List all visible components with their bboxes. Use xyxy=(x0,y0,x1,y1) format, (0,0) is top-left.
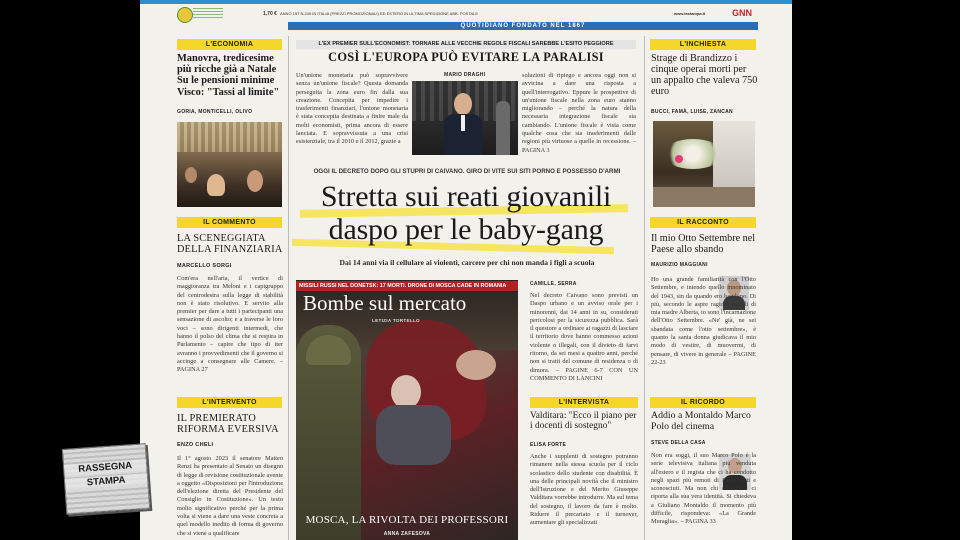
intervista-author: ELISA FORTE xyxy=(530,442,567,448)
main-subheadline: Dai 14 anni via il cellulare ai violenti, carcere per chi non manda i figli a scuola xyxy=(339,258,595,267)
logo-caption xyxy=(193,8,223,20)
ricordo-headline[interactable]: Addio a Montaldo Marco Polo del cinema xyxy=(651,410,751,432)
economia-authors: GORIA, MONTICELLI, OLIVO xyxy=(177,109,253,115)
main-headline-line-2[interactable]: daspo per le baby-gang xyxy=(328,213,604,246)
section-ricordo: IL RICORDO xyxy=(650,397,756,408)
section-intervento: L'INTERVENTO xyxy=(177,397,282,408)
top-color-bar xyxy=(140,0,792,4)
intervento-body: Il 1° agosto 2023 il senatore Matteo Renzi ha presentato al Senato un disegno di legge di revisione costituzionale avente a oggetto «Disposizioni per l'introduzione dell'elezione diretta del Presidente del Consiglio in Costituzione». Un testo molto significativo perché per la prima volta si viene a dare una veste concreta a quel modello inedito di forma di governo che si viene a qualificare xyxy=(177,455,283,537)
intervista-headline[interactable]: Valditara: "Ecco il piano per i docenti di sostegno" xyxy=(530,411,637,432)
edition-info: ANNO 157 N.245 IN ITALIA (PREZZI PROMOZIONALI) ED ESTERO IN ULTIMA SPEDIZIONE ABB. POSTALE xyxy=(280,11,479,16)
founded-banner: QUOTIDIANO FONDATO NEL 1867 xyxy=(288,22,758,30)
section-inchiesta: L'INCHIESTA xyxy=(650,39,756,50)
decree-body: Nel decreto Caivano sono previsti un Daspo urbano e un avviso orale per i minorenni, dai 14 anni in su, considerati pericolosi per la sicurezza pubblica. Sarà il questore a ordinare ai ragazzi di lasciare il territorio dove hanno commesso azioni violente o illegali, con il divieto di farvi ritorno, da sei mesi a quattro anni, perché non si tratti del comune di residenza o di dimora. – PAGINE 6-7 CON UN COMMENTO DI LANCINI xyxy=(530,292,638,382)
intervista-body: Anche i supplenti di sostegno potranno rimanere nella stessa scuola per il ciclo scolastico dello studente con disabilità. È una delle principali novità che il ministro dell'Istruzione e del Merito Giuseppe Valditara vorrebbe introdurre. Ma sul tema del sostegno, il lavoro da fare è molto. Ridurre il precariato e il turnover, aumentare gli specializzati xyxy=(530,453,638,527)
rassegna-stampa-badge xyxy=(62,443,150,515)
price: 1,70 € xyxy=(263,11,277,17)
gnn-logo: GNN xyxy=(732,8,752,18)
photo-kicker: MISSILI RUSSI NEL DONETSK: 17 MORTI. DRONE DI MOSCA CADE IN ROMANIA xyxy=(296,281,518,291)
section-economia: L'ECONOMIA xyxy=(177,39,282,50)
section-commento: IL COMMENTO xyxy=(177,217,282,228)
photo-caption[interactable]: MOSCA, LA RIVOLTA DEI PROFESSORI xyxy=(305,514,509,526)
commento-author: MARCELLO SORGI xyxy=(177,263,232,269)
commento-body: Com'era nell'aria, il vertice di maggioranza tra Meloni e i capigruppo del centrodestra sulla legge di stabilità non è stato risolutivo. E servito alla premier per dare a tutti i partecipanti una sensazione di ascolto; e a traverse le loro voci – sono dirigenti intermedi, che hanno il polso del clima che si respira in Parlamento – capire che tipo di iter avranno i provvedimenti che il governo si accinge a consegnare alle Camere. – PAGINA 27 xyxy=(177,275,283,374)
racconto-headline[interactable]: Il mio Otto Settembre nel Paese allo sbando xyxy=(651,233,756,256)
inchiesta-authors: BUCCI, FAMÀ, LUISE, ZANCAN xyxy=(651,109,733,115)
intervento-headline[interactable]: IL PREMIERATO RIFORMA EVERSIVA xyxy=(177,413,279,436)
racconto-body: Ho una grande familiarità con l'Otto Settembre, e intendo quello innominato del 1943, sin da quando ero bambino. Di più, secondo le aspre ragioni morali di mia madre Alberta, io sono l'incarnazione dell'Otto Settembre. «Ne' già, ne sei sbandata come l'otto settembre», è quanto la santa donna giudicava il mio modo di vestire, di muovermi, di pensare, di vivere in generale – PAGINE 22-23 xyxy=(651,276,756,366)
column-rule-left xyxy=(288,36,289,540)
ricordo-body: Non era soggi, il suo Marco Polo è la serie televisiva italiana più venduta all'estero e il regista che ci ha condotto negli spazi più remoti di Paesi, noti e sconosciuti. Ma non chi c'è ora e ci riporta alla sua vera identità. Si chiedeva a Giuliano Montaldo il momento più difficile, rispondeva: «La Grande Muraglia». – PAGINA 33 xyxy=(651,452,756,526)
top-headline[interactable]: COSÌ L'EUROPA PUÒ EVITARE LA PARALISI xyxy=(328,50,604,64)
economia-headline[interactable]: Manovra, tredicesime più ricche già a Natale Su le pensioni minime Visco: "Tassi al limite" xyxy=(177,53,280,98)
ricordo-author: STEVE DELLA CASA xyxy=(651,440,706,446)
logo-emblem xyxy=(177,7,193,23)
photo-author: LETIZIA TORTELLO xyxy=(372,318,420,323)
brandizzo-photo xyxy=(653,121,755,207)
intervento-author: ENZO CHELI xyxy=(177,442,214,448)
commento-headline[interactable]: LA SCENEGGIATA DELLA FINANZIARIA xyxy=(177,233,283,256)
website: www.lastampa.it xyxy=(674,11,706,16)
badge-line-2: STAMPA xyxy=(65,473,148,490)
badge-line-1: RASSEGNA xyxy=(64,459,147,476)
main-headline-line-1[interactable]: Stretta sui reati giovanili xyxy=(320,180,612,213)
decree-author: CAMILLE, SERRA xyxy=(530,281,577,287)
economia-photo xyxy=(177,122,282,207)
top-body-right: soluzioni di ripiego e ancora oggi non si avvicina a dare una risposta a quell'interrogativo. Eppure le prospettive di un'unione fiscale nella zona euro stanno migliorando – perché la natura della necessaria integrazione fiscale sta cambiando. L'unione fiscale è vista come qualche cosa che sia trasferimenti dalle regioni più virtuose a quelle in recessione. – PAGINA 3 xyxy=(522,72,636,154)
section-racconto: IL RACCONTO xyxy=(650,217,756,228)
inchiesta-headline[interactable]: Strage di Brandizzo i cinque operai morti per un appalto che valeva 750 euro xyxy=(651,53,758,98)
column-rule-right xyxy=(644,36,645,540)
masthead xyxy=(175,5,757,21)
draghi-photo xyxy=(412,81,518,155)
photo-caption-author: ANNA ZAFESOVA xyxy=(383,531,431,537)
section-intervista: L'INTERVISTA xyxy=(530,397,638,408)
photo-headline[interactable]: Bombe sul mercato xyxy=(303,291,467,315)
top-body-left: Un'unione monetaria può sopravvivere senza un'unione fiscale? Questa domanda perseguita la zona euro fin dalla sua creazione. Concepita per impedire i trasferimenti finanziari, l'unione monetaria è stata concepita destinata a finire male da molti economisti, prima ancora di essere lanciata. E sopravvissuta a una crisi esistenziale, tra il 2010 e il 2012, grazie a xyxy=(296,72,408,146)
top-author: MARIO DRAGHI xyxy=(444,72,486,78)
racconto-author: MAURIZIO MAGGIANI xyxy=(651,262,708,268)
main-kicker: OGGI IL DECRETO DOPO GLI STUPRI DI CAIVANO. GIRO DI VITE SUI SITI PORNO E POSSESSO D'ARMI xyxy=(313,168,621,175)
top-kicker: L'EX PREMIER SULL'ECONOMIST: TORNARE ALLE VECCHIE REGOLE FISCALI SAREBBE L'ESITO PEGGIORE xyxy=(296,40,636,49)
